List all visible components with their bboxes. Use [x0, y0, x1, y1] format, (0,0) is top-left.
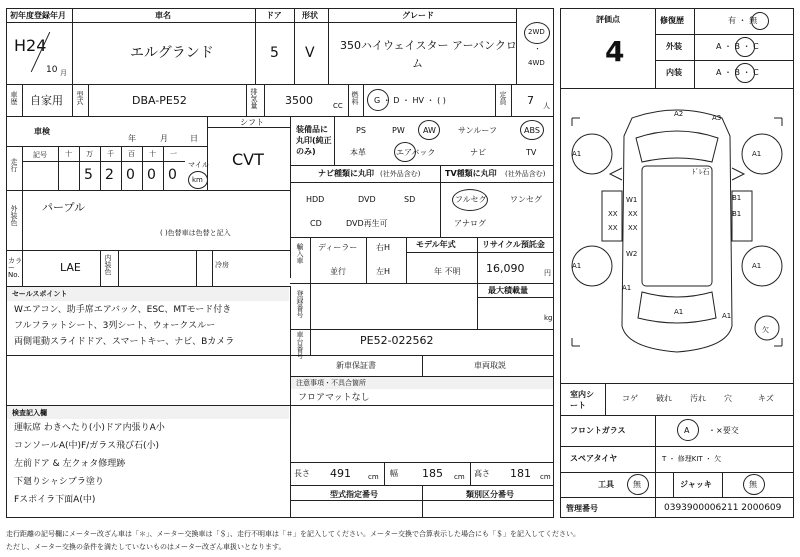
nav-type-item: CD — [310, 219, 322, 228]
footer-note-1: 走行距離の記号欄にメーター改ざん車は「＊」、メーター交換車は「＄」、走行不明車は「＃」を記入してください。メーター交換で合算表示した場合にも「＄」を記入してください。 — [6, 530, 580, 538]
digit-value: 0 — [168, 167, 177, 183]
damage-mark: ﾄﾞﾚ石 — [692, 168, 710, 176]
inspector-note-line: 左前ドア & 左クォタ修理跡 — [14, 459, 126, 469]
damage-mark: XX — [608, 210, 618, 218]
seat-condition-option: キズ — [758, 394, 774, 403]
exterior-color-label: 外装色 — [10, 205, 18, 226]
score-label: 評価点 — [596, 15, 620, 24]
digits-label: 記号 — [33, 151, 47, 159]
interior-seat-label: 室内シート — [570, 390, 594, 410]
seat-condition-option: 破れ — [656, 394, 672, 403]
width-value: 185 — [422, 467, 443, 480]
displacement-value: 3500 — [285, 94, 313, 107]
fuel-options: G ・ D ・ HV ・ ( ) — [374, 96, 446, 105]
equipment-label: 装備品に丸印(純正のみ) — [296, 125, 332, 156]
jack-label: ジャッキ — [680, 480, 712, 489]
damage-mark: A1 — [752, 262, 762, 270]
color-change-note: ( )色替車は色替と記入 — [160, 229, 231, 237]
interior-color-label: 内装色 — [104, 254, 112, 275]
grade-label: グレード — [402, 11, 434, 20]
import-parallel: 並行 — [330, 267, 346, 276]
score-value: 4 — [605, 35, 625, 68]
damage-mark: XX — [628, 224, 638, 232]
equipment-item: 本革 — [350, 148, 366, 157]
width-label: 幅 — [390, 469, 398, 478]
digit-header: 百 — [128, 150, 135, 158]
damage-mark: W1 — [626, 196, 638, 204]
damage-mark: 欠 — [762, 326, 769, 334]
height-unit: cm — [540, 473, 551, 481]
damage-mark: A1 — [622, 284, 632, 292]
digit-divider — [79, 146, 80, 190]
shape-label: 形状 — [302, 11, 318, 20]
mileage-label: 走行 — [10, 158, 18, 172]
usage-label: 車歴 — [10, 91, 18, 105]
model-value: DBA-PE52 — [132, 94, 187, 107]
doors-value: 5 — [270, 45, 279, 61]
digit-divider — [100, 146, 101, 190]
tv-type-item: ワンセグ — [510, 195, 542, 204]
notes-label: 注意事項・不具合箇所 — [296, 379, 366, 387]
damage-mark: A1 — [752, 150, 762, 158]
digit-header: 十 — [149, 150, 156, 158]
jack-value: 無 — [749, 480, 757, 489]
nav-type-note: (社外品含む) — [380, 170, 421, 178]
equipment-item: AW — [423, 126, 436, 135]
km-unit: km — [192, 176, 203, 184]
front-glass-label: フロントガラス — [570, 426, 626, 435]
digit-divider — [163, 146, 164, 190]
management-label: 管理番号 — [566, 504, 598, 513]
recycle-yen: 円 — [544, 269, 551, 277]
interior-grade-options: A ・ B ・ C — [716, 68, 759, 77]
damage-mark: A3 — [712, 114, 722, 122]
shift-label: シフト — [240, 118, 264, 127]
damage-mark: A1 — [572, 150, 582, 158]
nav-type-item: HDD — [306, 195, 325, 204]
inspector-label: 検査記入欄 — [12, 409, 47, 417]
car-damage-diagram — [562, 96, 792, 370]
cc-unit: CC — [333, 102, 343, 110]
length-unit: cm — [368, 473, 379, 481]
damage-mark: A1 — [722, 312, 732, 320]
length-label: 長さ — [294, 469, 310, 478]
drive-sep: ・ — [534, 45, 541, 53]
reg-month: 10 — [46, 65, 58, 75]
management-value: 0393900006211 2000609 — [664, 503, 782, 513]
inspection-day: 日 — [190, 134, 198, 143]
equipment-item: PS — [356, 126, 366, 135]
model-year-label: モデル年式 — [416, 240, 456, 249]
max-load-unit: kg — [544, 314, 553, 322]
digit-header: 一 — [170, 150, 177, 158]
equipment-item: ナビ — [470, 148, 486, 157]
type-number-label: 型式指定番号 — [330, 490, 378, 499]
digit-value: 5 — [84, 167, 93, 183]
fuel-label: 燃料 — [351, 91, 359, 105]
exterior-color-value: パープル — [42, 201, 86, 214]
color-code-label: カラーNo. — [8, 257, 22, 279]
nav-type-item: SD — [404, 195, 416, 204]
usage-value: 自家用 — [30, 94, 63, 107]
digit-header: 十 — [65, 150, 72, 158]
tools-label: 工具 — [598, 480, 614, 489]
person-unit: 人 — [543, 102, 550, 110]
drive-4wd: 4WD — [528, 59, 545, 67]
import-left-hand: 左H — [376, 267, 391, 276]
first-reg-label: 初年度登録年月 — [10, 11, 66, 20]
exterior-grade-options: A ・ B ・ C — [716, 42, 759, 51]
digit-value: 0 — [147, 167, 156, 183]
digit-divider — [142, 146, 143, 190]
nav-type-item: DVD再生可 — [346, 219, 388, 228]
chassis-value: PE52-022562 — [360, 334, 434, 347]
tv-type-note: (社外品含む) — [505, 170, 546, 178]
inspection-month: 月 — [160, 134, 168, 143]
manual-label: 車両取説 — [474, 361, 506, 370]
color-code-value: LAE — [60, 261, 81, 274]
exterior-grade-label: 外装 — [666, 42, 682, 51]
class-number-label: 類別区分番号 — [466, 490, 514, 499]
inspector-note-line: Fスポイラ下面A(中) — [14, 495, 96, 505]
height-value: 181 — [510, 467, 531, 480]
nav-type-label: ナビ種類に丸印 — [318, 169, 374, 178]
damage-mark: A2 — [674, 110, 684, 118]
max-load-label: 最大積載量 — [488, 286, 528, 295]
import-right-hand: 右H — [376, 243, 391, 252]
sales-point-line: フルフラットシート、3列シート、ウォークスルー — [14, 321, 216, 331]
inspection-label: 車検 — [34, 127, 50, 136]
digit-header: 万 — [86, 150, 93, 158]
damage-mark: B1 — [732, 194, 742, 202]
damage-mark: B1 — [732, 210, 742, 218]
inspector-note-line: コンソールA(中)F/ガラス飛び石(小) — [14, 441, 159, 451]
repair-label: 修復歴 — [660, 16, 684, 25]
notes-value: フロアマットなし — [298, 393, 370, 403]
sales-points-label: セールスポイント — [12, 290, 68, 298]
digit-value: 2 — [105, 167, 114, 183]
displacement-label: 排気量 — [250, 88, 258, 109]
recycle-value: 16,090 — [486, 262, 525, 275]
damage-mark: XX — [628, 210, 638, 218]
equipment-item: エアバック — [396, 148, 436, 157]
warranty-label: 新車保証書 — [336, 361, 376, 370]
damage-mark: W2 — [626, 250, 638, 258]
tv-type-item: フルセグ — [455, 195, 487, 204]
shape-value: V — [305, 45, 315, 61]
repair-options: 有 ・ 無 — [728, 16, 758, 25]
damage-mark: A1 — [674, 308, 684, 316]
footer-note-2: ただし、メーター交換の条件を満たしていないものはメーター改ざん車扱いとなります。 — [6, 543, 286, 551]
spare-tire-options: T ・ 修理KIT ・ 欠 — [662, 455, 722, 463]
damage-mark: XX — [608, 224, 618, 232]
sales-point-line: 両側電動スライドドア、スマートキー、ナビ、Bカメラ — [14, 337, 235, 347]
model-label: 型式 — [76, 91, 84, 105]
seat-condition-option: 汚れ — [690, 394, 706, 403]
capacity-value: 7 — [527, 94, 534, 107]
damage-mark: A1 — [572, 262, 582, 270]
nav-type-item: DVD — [358, 195, 376, 204]
equipment-item: TV — [526, 148, 537, 157]
height-label: 高さ — [474, 469, 490, 478]
inspection-year: 年 — [128, 134, 136, 143]
tools-value: 無 — [633, 480, 641, 489]
interior-grade-label: 内装 — [666, 68, 682, 77]
capacity-label: 定員 — [499, 91, 507, 105]
tv-type-item: アナログ — [454, 219, 486, 228]
car-name-label: 車名 — [155, 11, 171, 20]
recycle-label: リサイクル預託金 — [482, 240, 545, 249]
km-mile-label: マイル — [188, 161, 209, 169]
front-glass-value: A — [684, 426, 690, 435]
door-label: ドア — [266, 11, 282, 20]
inspector-note-line: 下廻りシャシブラ塗り — [14, 477, 104, 487]
grade-value-line2: ム — [412, 57, 423, 70]
import-label: 輸入車 — [296, 243, 304, 264]
equipment-item: PW — [392, 126, 405, 135]
car-name-value: エルグランド — [130, 45, 214, 61]
front-glass-note: ・×要交 — [708, 426, 739, 435]
digit-divider — [121, 146, 122, 190]
digit-header: 千 — [107, 150, 114, 158]
month-unit: 月 — [60, 69, 67, 77]
width-unit: cm — [454, 473, 465, 481]
seat-condition-option: コゲ — [622, 394, 638, 403]
inspector-note-line: 運転席 わきへたり(小)ドア内張りA小 — [14, 423, 165, 433]
sales-point-line: Wエアコン、助手席エアバック、ESC、MTモード付き — [14, 305, 232, 315]
import-dealer: ディーラー — [318, 243, 358, 252]
drive-2wd: 2WD — [528, 28, 545, 36]
seat-condition-option: 穴 — [724, 394, 732, 403]
length-value: 491 — [330, 467, 351, 480]
grade-value-line1: 350ハイウェイスター アーバンクロ — [340, 39, 517, 52]
reg-number-label: 登録番号 — [296, 290, 304, 318]
equipment-item: サンルーフ — [458, 126, 497, 135]
equipment-item: ABS — [524, 126, 540, 135]
reg-year: H24 — [14, 36, 47, 55]
spare-tire-label: スペアタイヤ — [570, 454, 618, 463]
digit-value: 0 — [126, 167, 135, 183]
chassis-label: 車台番号 — [296, 331, 304, 359]
aircon-label: 冷房 — [215, 261, 229, 269]
shift-value: CVT — [232, 150, 264, 169]
model-year-value: 年 不明 — [434, 267, 461, 276]
tv-type-label: TV種類に丸印 — [445, 169, 497, 178]
